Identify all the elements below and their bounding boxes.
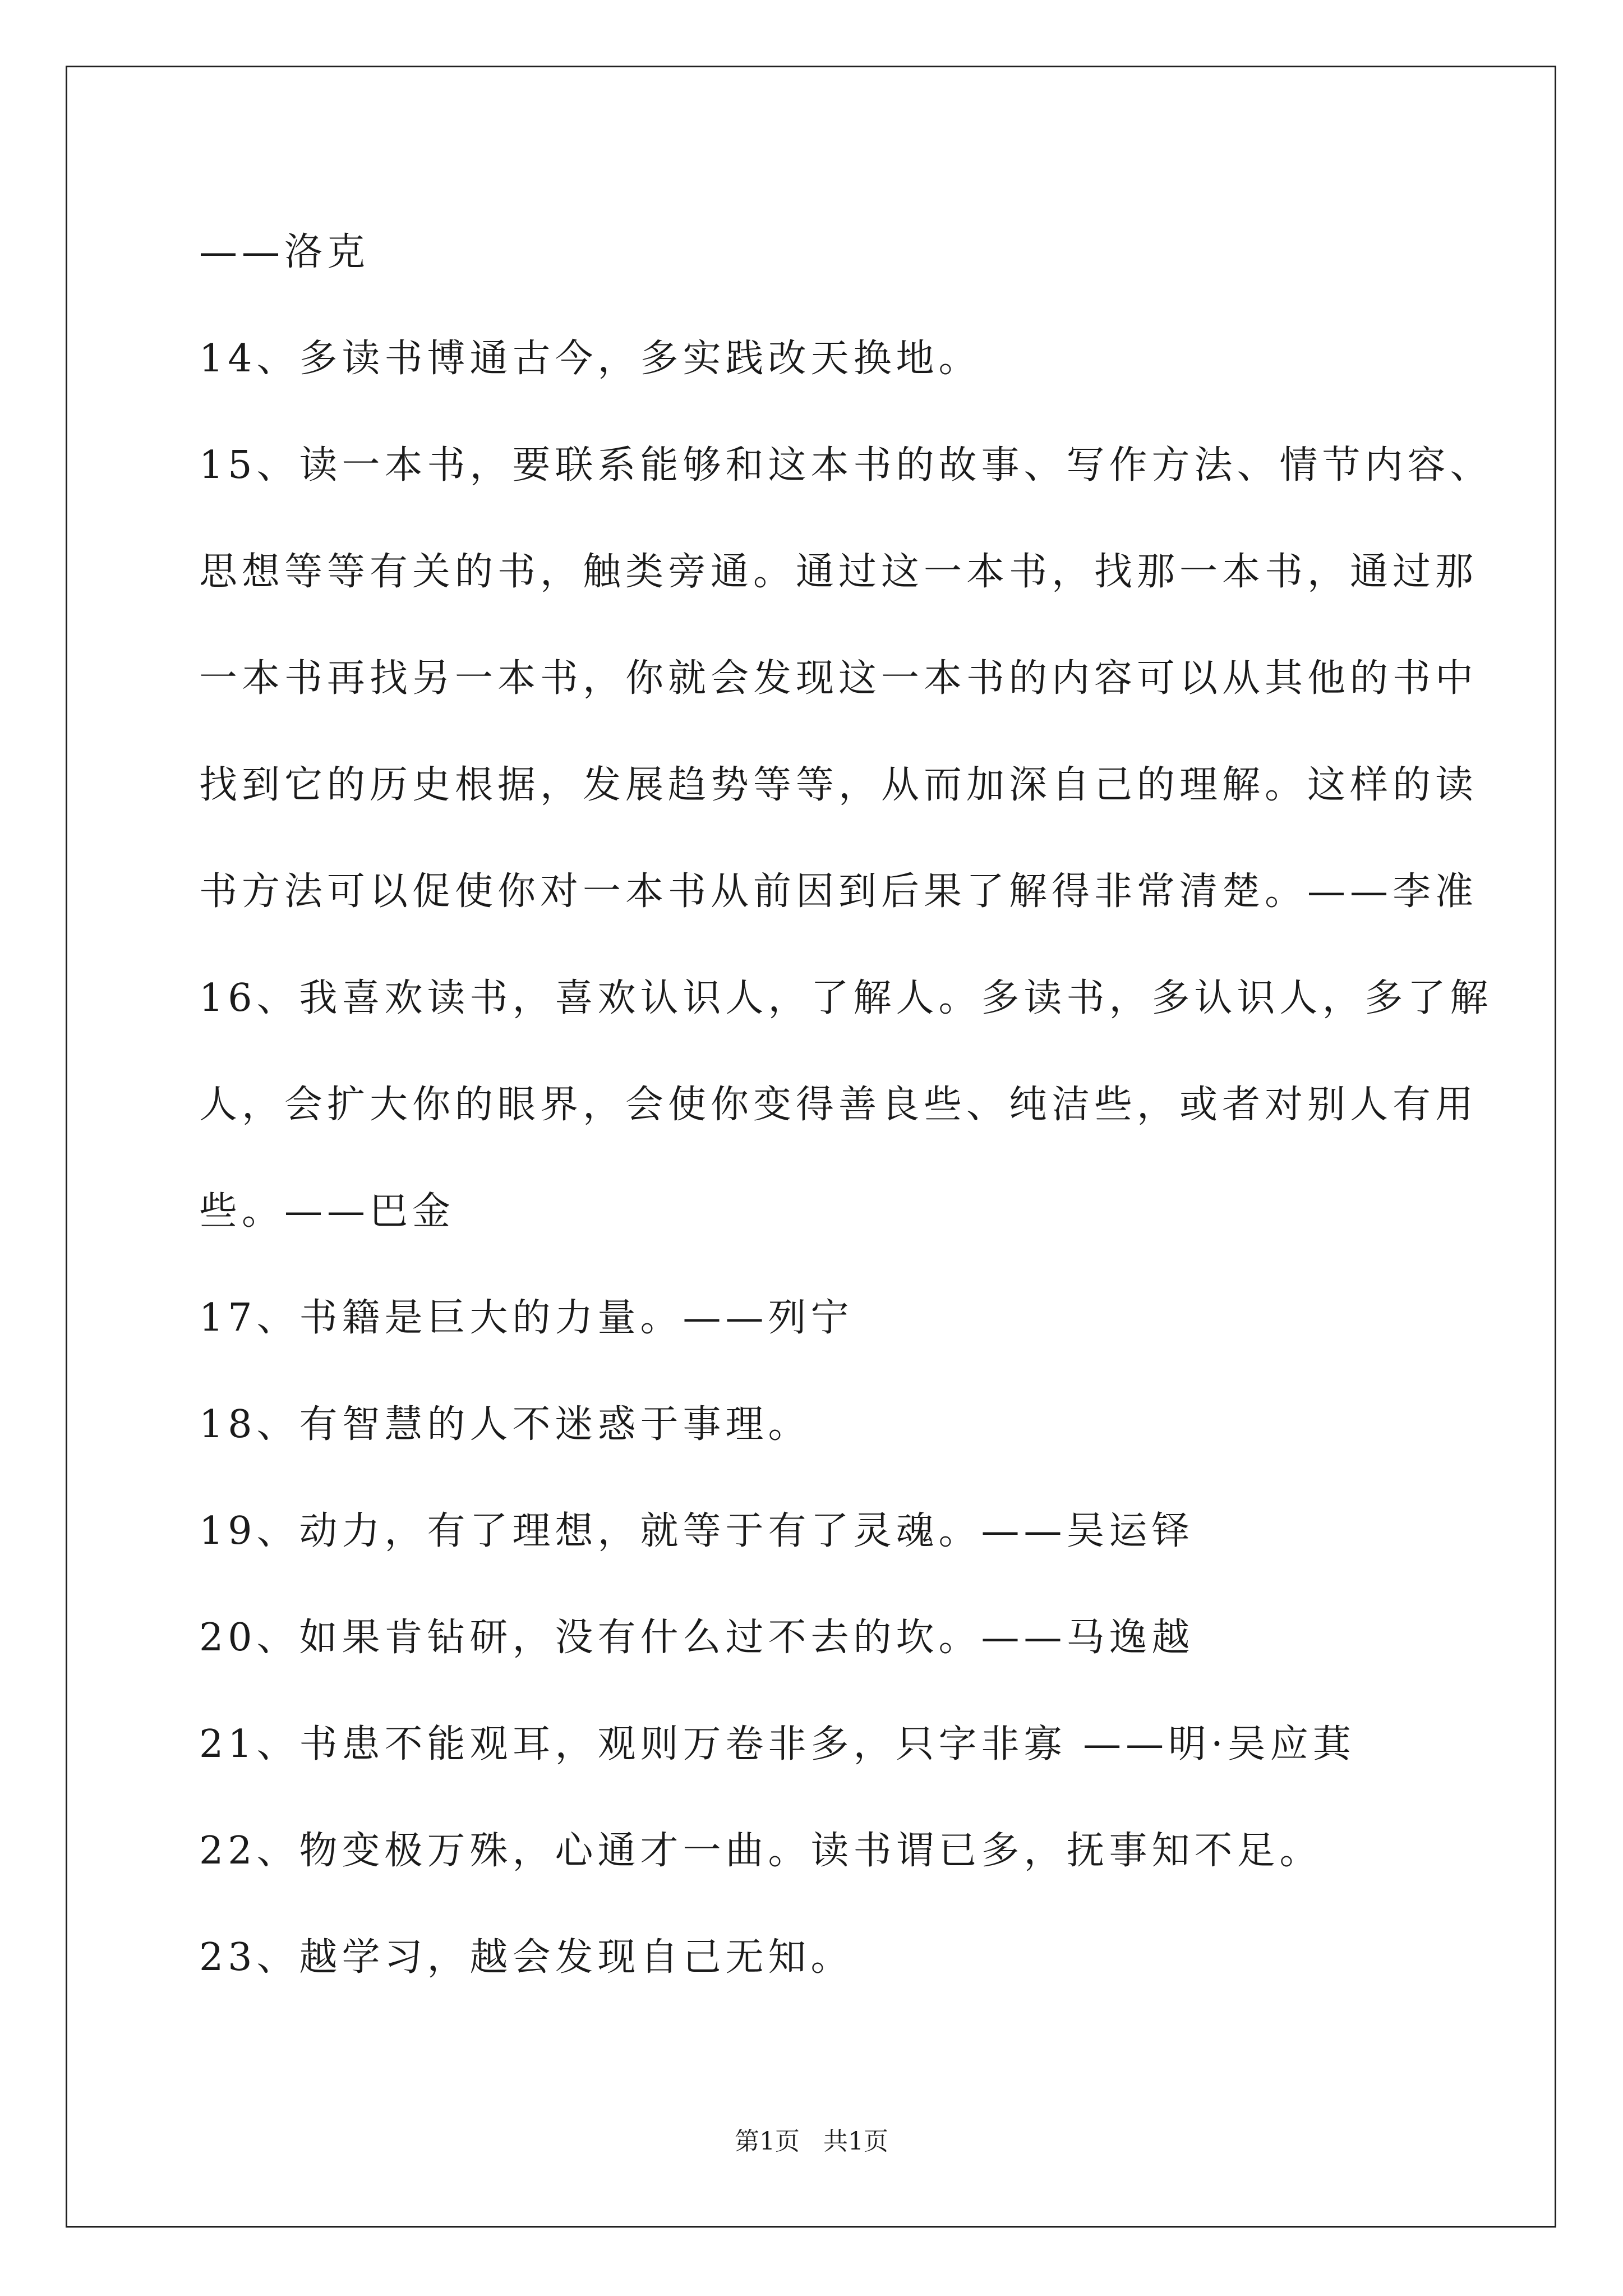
text-line: 找到它的历史根据，发展趋势等等，从而加深自己的理解。这样的读 (199, 763, 1478, 807)
text-line: 一本书再找另一本书，你就会发现这一本书的内容可以从其他的书中 (199, 656, 1478, 701)
text-line: 人，会扩大你的眼界，会使你变得善良些、纯洁些，或者对别人有用 (199, 1083, 1478, 1127)
text-line: 思想等等有关的书，触类旁通。通过这一本书，找那一本书，通过那 (199, 550, 1478, 594)
text-line: 17、书籍是巨大的力量。——列宁 (199, 1296, 854, 1340)
text-line: ——洛克 (199, 230, 370, 274)
text-line: 15、读一本书，要联系能够和这本书的故事、写作方法、情节内容、 (199, 443, 1493, 487)
text-line: 21、书患不能观耳，观则万卷非多，只字非寡 ——明·吴应萁 (199, 1722, 1355, 1766)
text-line: 书方法可以促使你对一本书从前因到后果了解得非常清楚。——李准 (199, 869, 1478, 914)
text-line: 18、有智慧的人不迷惑于事理。 (199, 1402, 811, 1447)
page-number: 第1页 共1页 (735, 2127, 888, 2156)
text-line: 16、我喜欢读书，喜欢认识人，了解人。多读书，多认识人，多了解 (199, 976, 1493, 1020)
text-line: 20、如果肯钻研，没有什么过不去的坎。——马逸越 (199, 1616, 1195, 1660)
text-line: 些。——巴金 (199, 1189, 455, 1234)
text-line: 19、动力，有了理想，就等于有了灵魂。——吴运铎 (199, 1509, 1195, 1553)
text-line: 22、物变极万殊，心通才一曲。读书谓已多，抚事知不足。 (199, 1829, 1322, 1873)
page-border (66, 66, 1556, 2228)
text-line: 14、多读书博通古今，多实践改天换地。 (199, 337, 981, 381)
text-line: 23、越学习，越会发现自己无知。 (199, 1935, 854, 1980)
